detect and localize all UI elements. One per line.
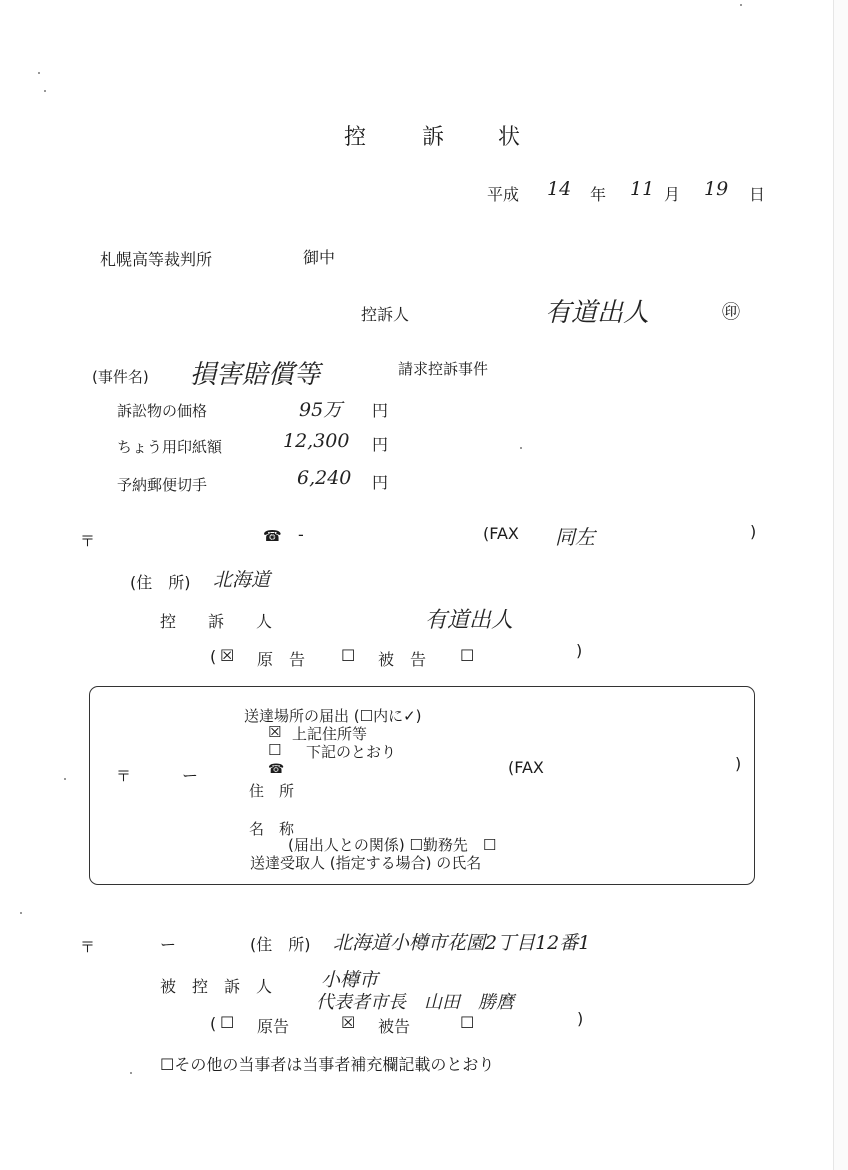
postal-mark-icon: 〒 (116, 767, 132, 785)
scan-edge (833, 0, 848, 1170)
address-value: 北海道 (213, 569, 271, 591)
fax-close: ) (750, 522, 757, 541)
fee-label: 予納郵便切手 (117, 476, 208, 494)
appellant-label: 控訴人 (361, 305, 410, 324)
postal-mark-icon: 〒 (80, 532, 96, 550)
scan-speck (520, 447, 522, 449)
fax-open: (FAX (483, 524, 519, 543)
case-label: (事件名) (92, 368, 149, 386)
fee-unit: 円 (372, 473, 389, 492)
appellant-name-block: 有道出人 (425, 608, 514, 633)
date-year-unit: 年 (590, 185, 607, 204)
role-label: 控 訴 人 (160, 612, 273, 631)
fax-value: 同左 (555, 525, 595, 549)
scan-speck (740, 4, 742, 6)
scan-speck (38, 72, 40, 74)
respondent-status-open: ( (210, 1014, 217, 1033)
date-era: 平成 (487, 185, 520, 204)
status-checked-box[interactable]: ☒ (220, 646, 235, 665)
respondent-name-line1: 小樽市 (321, 969, 379, 991)
seal-mark: ㊞ (722, 302, 740, 323)
status-close: ) (576, 641, 583, 660)
respondent-role-label: 被 控 訴 人 (160, 977, 273, 996)
fee-unit: 円 (372, 401, 389, 420)
status-box[interactable]: ☐ (460, 646, 475, 665)
scan-speck (64, 778, 66, 780)
appellant-name: 有道出人 (545, 298, 650, 328)
service-fax-open: (FAX (508, 758, 544, 777)
case-name: 損害賠償等 (190, 360, 321, 390)
date-month-unit: 月 (664, 185, 681, 204)
respondent-address-value: 北海道小樽市花園2丁目12番1 (333, 932, 591, 954)
case-suffix: 請求控訴事件 (398, 360, 489, 378)
status-box[interactable]: ☐ (341, 646, 356, 665)
service-option1-box[interactable]: ☒ (268, 723, 282, 741)
fee-unit: 円 (372, 435, 389, 454)
date-year: 14 (547, 178, 572, 200)
other-parties-note: ☐その他の当事者は当事者補充欄記載のとおり (160, 1055, 495, 1074)
service-relation: (届出人との関係) ☐勤務先 ☐ (288, 836, 497, 854)
phone-dash: - (298, 525, 304, 544)
respondent-status-plaintiff: 原告 (257, 1017, 290, 1036)
respondent-dash: ー (160, 935, 177, 954)
service-option2-box[interactable]: ☐ (268, 741, 282, 759)
court-name: 札幌高等裁判所 (100, 250, 213, 269)
status-open: ( (210, 647, 217, 666)
status-plaintiff: 原 告 (257, 650, 306, 669)
service-heading: 送達場所の届出 (☐内に✓) (244, 707, 422, 725)
service-address-label: 住 所 (249, 782, 295, 800)
respondent-status-box[interactable]: ☐ (460, 1013, 475, 1032)
date-month: 11 (630, 178, 655, 200)
respondent-status-checked-box[interactable]: ☒ (341, 1013, 356, 1032)
phone-icon: ☎ (268, 762, 285, 777)
scan-speck (44, 90, 46, 92)
address-label: (住 所) (130, 573, 191, 592)
status-defendant: 被 告 (378, 650, 427, 669)
fee-label: 訴訟物の価格 (117, 402, 208, 420)
phone-icon: ☎ (263, 527, 282, 545)
title-char: 状 (498, 125, 521, 150)
service-fax-close: ) (735, 754, 742, 773)
respondent-address-label: (住 所) (250, 935, 311, 954)
date-day-unit: 日 (749, 185, 766, 204)
respondent-name-line2: 代表者市長 山田 勝麿 (316, 992, 514, 1013)
fee-value: 6,240 (297, 467, 352, 489)
scan-speck (130, 1072, 132, 1074)
respondent-status-box[interactable]: ☐ (220, 1013, 235, 1032)
fee-value: 95万 (299, 399, 343, 421)
service-name-label: 名 称 (249, 820, 295, 838)
scan-speck (20, 912, 22, 914)
postal-mark-icon: 〒 (80, 938, 96, 956)
service-option2: 下記のとおり (306, 743, 397, 761)
court-honorific: 御中 (303, 248, 336, 267)
service-recipient: 送達受取人 (指定する場合) の氏名 (250, 854, 482, 872)
title-char: 控 (344, 125, 367, 150)
fee-label: ちょう用印紙額 (117, 438, 223, 456)
fee-value: 12,300 (283, 430, 350, 452)
service-dash: ー (182, 766, 199, 785)
title-char: 訴 (422, 125, 445, 150)
respondent-status-close: ) (577, 1009, 584, 1028)
respondent-status-defendant: 被告 (378, 1017, 411, 1036)
service-option1: 上記住所等 (292, 725, 368, 743)
date-day: 19 (704, 178, 729, 200)
